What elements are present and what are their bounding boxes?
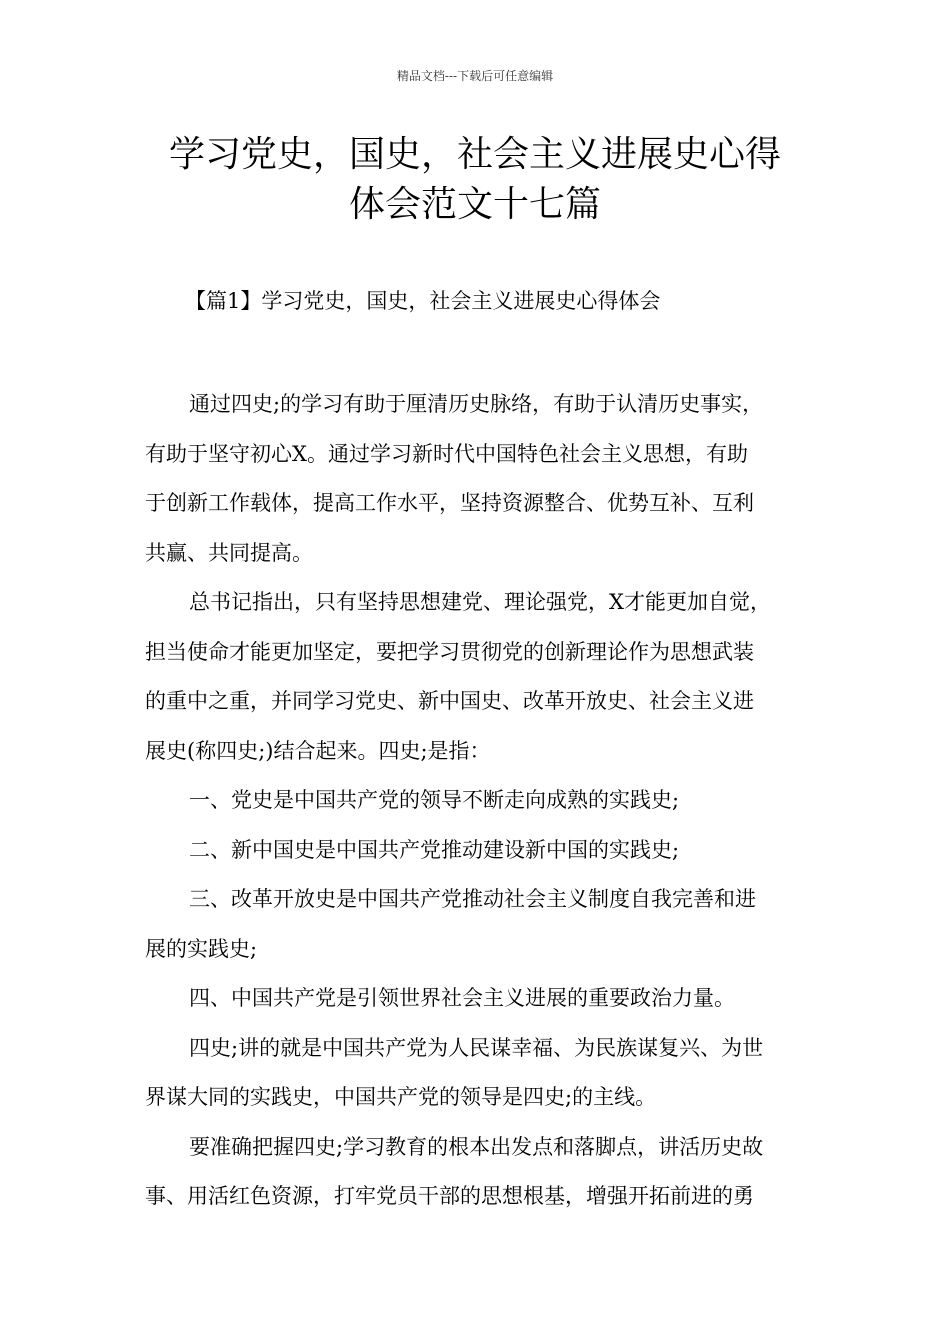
paragraph-1-line-4: 共赢、共同提高。	[145, 540, 313, 565]
title-line-2: 体会范文十七篇	[348, 184, 601, 225]
paragraph-3-line-2: 界谋大同的实践史，中国共产党的领导是四史;的主线。	[145, 1085, 657, 1109]
paragraph-4-line-1: 要准确把握四史;学习教育的根本出发点和落脚点，讲活历史故	[189, 1134, 764, 1159]
paragraph-1-line-1: 通过四史;的学习有助于厘清历史脉络，有助于认清历史事实，	[189, 392, 764, 416]
paragraph-3-line-1: 四史;讲的就是中国共产党为人民谋幸福、为民族谋复兴、为世	[189, 1035, 764, 1060]
list-item-3-line-2: 展的实践史;	[145, 936, 258, 961]
paragraph-4-line-2: 事、用活红色资源，打牢党员干部的思想根基，增强开拓前进的勇	[145, 1184, 754, 1208]
title-line-1: 学习党史，国史，社会主义进展史心得	[168, 134, 781, 175]
paragraph-1-line-2: 有助于坚守初心X。通过学习新时代中国特色社会主义思想，有助	[145, 441, 748, 466]
paragraph-1-line-3: 于创新工作载体，提高工作水平，坚持资源整合、优势互补、互利	[145, 491, 754, 515]
body-text	[145, 380, 825, 1222]
section-heading: 【篇1】学习党史，国史，社会主义进展史心得体会	[185, 289, 661, 313]
document-title	[100, 130, 850, 230]
header-note: 精品文档---下载后可任意编辑	[396, 69, 554, 83]
paragraph-2-line-1: 总书记指出，只有坚持思想建党、理论强党，X才能更加自觉，	[189, 590, 771, 614]
paragraph-2-line-3: 的重中之重，并同学习党史、新中国史、改革开放史、社会主义进	[145, 689, 754, 713]
list-item-1: 一、党史是中国共产党的领导不断走向成熟的实践史;	[189, 788, 680, 812]
list-item-2: 二、新中国史是中国共产党推动建设新中国的实践史;	[189, 837, 680, 862]
list-item-4: 四、中国共产党是引领世界社会主义进展的重要政治力量。	[189, 986, 735, 1010]
paragraph-2-line-4: 展史(称四史;)结合起来。四史;是指：	[145, 738, 491, 763]
paragraph-2-line-2: 担当使命才能更加坚定，要把学习贯彻党的创新理论作为思想武装	[145, 639, 754, 664]
list-item-3-line-1: 三、改革开放史是中国共产党推动社会主义制度自我完善和进	[189, 887, 756, 911]
